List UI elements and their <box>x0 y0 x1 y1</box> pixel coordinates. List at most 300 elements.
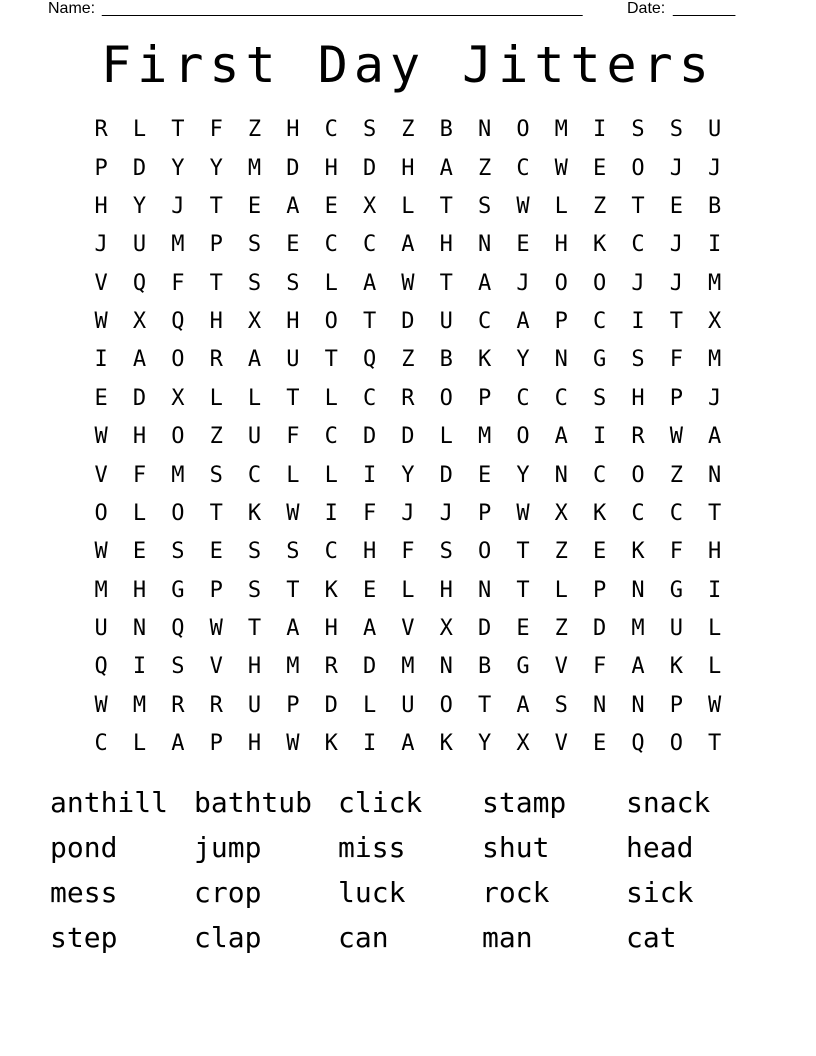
grid-letter[interactable]: Z <box>669 462 683 488</box>
grid-letter[interactable]: G <box>593 347 607 373</box>
grid-letter[interactable]: K <box>631 539 645 565</box>
grid-letter[interactable]: L <box>324 385 338 411</box>
grid-letter[interactable]: E <box>209 539 223 565</box>
grid-letter[interactable]: B <box>439 347 453 373</box>
grid-letter[interactable]: N <box>554 347 568 373</box>
grid-letter[interactable]: Y <box>477 731 492 757</box>
grid-letter[interactable]: P <box>477 385 492 411</box>
grid-letter[interactable]: W <box>516 500 530 526</box>
grid-letter[interactable]: H <box>286 117 300 143</box>
grid-letter[interactable]: F <box>669 539 683 565</box>
grid-letter[interactable]: S <box>247 577 262 603</box>
grid-letter[interactable]: F <box>286 424 300 450</box>
grid-row <box>82 533 734 571</box>
grid-letter[interactable]: U <box>286 347 300 373</box>
grid-letter[interactable]: A <box>171 731 185 757</box>
grid-letter[interactable]: V <box>209 654 223 680</box>
grid-letter[interactable]: J <box>708 385 722 411</box>
grid-letter[interactable]: Y <box>516 347 530 373</box>
grid-letter[interactable]: N <box>477 232 492 258</box>
grid-letter[interactable]: N <box>593 692 607 718</box>
grid-letter[interactable]: A <box>362 616 377 642</box>
grid-letter[interactable]: N <box>631 577 645 603</box>
grid-letter[interactable]: X <box>247 309 262 335</box>
grid-letter[interactable]: A <box>401 731 415 757</box>
grid-letter[interactable]: X <box>554 500 568 526</box>
grid-letter[interactable]: X <box>708 309 722 335</box>
grid-letter[interactable]: S <box>631 347 645 373</box>
grid-letter[interactable]: P <box>593 577 607 603</box>
grid-letter[interactable]: T <box>171 117 185 143</box>
grid-letter[interactable]: E <box>94 385 108 411</box>
grid-letter[interactable]: M <box>708 270 722 296</box>
grid-letter[interactable]: X <box>362 193 377 219</box>
grid-letter[interactable]: B <box>477 654 492 680</box>
grid-letter[interactable]: D <box>362 424 377 450</box>
grid-letter[interactable]: K <box>669 654 683 680</box>
grid-letter[interactable]: L <box>401 193 415 219</box>
grid-letter[interactable]: N <box>708 462 722 488</box>
grid-letter[interactable]: W <box>94 692 108 718</box>
grid-letter[interactable]: P <box>669 692 683 718</box>
grid-letter[interactable]: E <box>286 232 300 258</box>
grid-letter[interactable]: W <box>209 616 223 642</box>
grid-letter[interactable]: Z <box>477 155 492 181</box>
grid-letter[interactable]: S <box>247 232 262 258</box>
grid-letter[interactable]: E <box>593 539 607 565</box>
grid-letter[interactable]: J <box>708 155 722 181</box>
grid-letter[interactable]: I <box>362 462 377 488</box>
grid-letter[interactable]: O <box>631 462 645 488</box>
grid-letter[interactable]: C <box>477 309 492 335</box>
grid-letter[interactable]: L <box>439 424 453 450</box>
grid-letter[interactable]: C <box>94 731 108 757</box>
grid-letter[interactable]: S <box>171 539 185 565</box>
grid-letter[interactable]: T <box>631 193 645 219</box>
grid-letter[interactable]: H <box>439 577 453 603</box>
grid-letter[interactable]: Y <box>132 193 147 219</box>
grid-letter[interactable]: I <box>593 117 607 143</box>
grid-letter[interactable]: Q <box>171 616 185 642</box>
grid-letter[interactable]: J <box>94 232 108 258</box>
grid-letter[interactable]: C <box>324 117 338 143</box>
grid-letter[interactable]: W <box>286 500 300 526</box>
grid-letter[interactable]: D <box>362 155 377 181</box>
grid-row <box>82 303 734 341</box>
grid-letter[interactable]: Z <box>401 117 415 143</box>
grid-letter[interactable]: P <box>554 309 568 335</box>
grid-letter[interactable]: O <box>94 500 108 526</box>
grid-letter[interactable]: S <box>171 654 185 680</box>
grid-letter[interactable]: D <box>362 654 377 680</box>
grid-letter[interactable]: K <box>593 500 607 526</box>
grid-letter[interactable]: S <box>593 385 607 411</box>
grid-letter[interactable]: Q <box>94 654 108 680</box>
grid-letter[interactable]: C <box>516 155 530 181</box>
grid-letter[interactable]: H <box>631 385 645 411</box>
grid-letter[interactable]: A <box>362 270 377 296</box>
grid-letter[interactable]: T <box>516 577 530 603</box>
grid-letter[interactable]: K <box>593 232 607 258</box>
grid-letter[interactable]: H <box>554 232 568 258</box>
grid-letter[interactable]: O <box>171 500 185 526</box>
grid-letter[interactable]: D <box>132 155 147 181</box>
grid-letter[interactable]: S <box>669 117 683 143</box>
grid-letter[interactable]: P <box>209 577 223 603</box>
grid-letter[interactable]: E <box>516 616 530 642</box>
grid-letter[interactable]: S <box>554 692 568 718</box>
grid-letter[interactable]: E <box>516 232 530 258</box>
grid-letter[interactable]: T <box>286 385 300 411</box>
grid-letter[interactable]: I <box>362 731 377 757</box>
grid-letter[interactable]: O <box>477 539 492 565</box>
grid-letter[interactable]: L <box>362 692 377 718</box>
grid-letter[interactable]: T <box>708 500 722 526</box>
grid-letter[interactable]: S <box>477 193 492 219</box>
grid-letter[interactable]: W <box>708 692 722 718</box>
grid-letter[interactable]: L <box>132 117 147 143</box>
grid-letter[interactable]: O <box>516 424 530 450</box>
grid-letter[interactable]: K <box>247 500 262 526</box>
grid-letter[interactable]: L <box>324 462 338 488</box>
grid-letter[interactable]: W <box>94 309 108 335</box>
grid-letter[interactable]: A <box>516 309 530 335</box>
grid-letter[interactable]: T <box>286 577 300 603</box>
grid-letter[interactable]: A <box>401 232 415 258</box>
grid-letter[interactable]: U <box>132 232 147 258</box>
grid-letter[interactable]: U <box>247 692 262 718</box>
grid-letter[interactable]: L <box>324 270 338 296</box>
grid-letter[interactable]: P <box>286 692 300 718</box>
grid-letter[interactable]: T <box>439 193 453 219</box>
grid-letter[interactable]: W <box>516 193 530 219</box>
grid-letter[interactable]: M <box>554 117 568 143</box>
grid-letter[interactable]: L <box>209 385 223 411</box>
grid-letter[interactable]: M <box>94 577 108 603</box>
grid-letter[interactable]: R <box>401 385 415 411</box>
grid-letter[interactable]: U <box>247 424 262 450</box>
grid-letter[interactable]: D <box>401 309 415 335</box>
grid-letter[interactable]: F <box>132 462 147 488</box>
grid-letter[interactable]: C <box>554 385 568 411</box>
grid-letter[interactable]: M <box>631 616 645 642</box>
grid-letter[interactable]: M <box>477 424 492 450</box>
grid-letter[interactable]: J <box>516 270 530 296</box>
grid-letter[interactable]: U <box>708 117 722 143</box>
grid-letter[interactable]: H <box>247 654 262 680</box>
grid-letter[interactable]: Z <box>593 193 607 219</box>
grid-letter[interactable]: L <box>247 385 262 411</box>
grid-letter[interactable]: T <box>708 731 722 757</box>
grid-letter[interactable]: A <box>247 347 262 373</box>
grid-letter[interactable]: M <box>286 654 300 680</box>
grid-letter[interactable]: M <box>171 232 185 258</box>
grid-letter[interactable]: F <box>593 654 607 680</box>
name-blank-line[interactable]: ______________________________________________________ <box>102 0 583 17</box>
grid-letter[interactable]: M <box>171 462 185 488</box>
grid-letter[interactable]: A <box>286 193 300 219</box>
grid-letter[interactable]: B <box>708 193 722 219</box>
grid-letter[interactable]: T <box>439 270 453 296</box>
grid-letter[interactable]: A <box>132 347 147 373</box>
grid-letter[interactable]: S <box>247 270 262 296</box>
grid-letter[interactable]: N <box>554 462 568 488</box>
grid-letter[interactable]: O <box>171 347 185 373</box>
grid-row <box>82 687 734 725</box>
grid-letter[interactable]: U <box>669 616 683 642</box>
grid-letter[interactable]: T <box>362 309 377 335</box>
grid-letter[interactable]: F <box>362 500 377 526</box>
grid-letter[interactable]: T <box>209 270 223 296</box>
grid-letter[interactable]: N <box>132 616 147 642</box>
grid-letter[interactable]: L <box>132 500 147 526</box>
grid-letter[interactable]: Q <box>362 347 377 373</box>
grid-letter[interactable]: M <box>247 155 262 181</box>
grid-letter[interactable]: J <box>439 500 453 526</box>
grid-letter[interactable]: O <box>324 309 338 335</box>
grid-letter[interactable]: H <box>209 309 223 335</box>
grid-letter[interactable]: I <box>94 347 108 373</box>
word-bank-item: stamp <box>482 785 567 819</box>
grid-letter[interactable]: K <box>324 577 338 603</box>
grid-letter[interactable]: A <box>516 692 530 718</box>
grid-letter[interactable]: X <box>171 385 185 411</box>
grid-letter[interactable]: G <box>516 654 530 680</box>
grid-letter[interactable]: P <box>669 385 683 411</box>
grid-row <box>82 111 734 149</box>
grid-letter[interactable]: O <box>171 424 185 450</box>
grid-letter[interactable]: C <box>631 500 645 526</box>
grid-letter[interactable]: I <box>324 500 338 526</box>
grid-letter[interactable]: M <box>708 347 722 373</box>
grid-letter[interactable]: X <box>439 616 453 642</box>
grid-letter[interactable]: D <box>286 155 300 181</box>
grid-letter[interactable]: H <box>286 309 300 335</box>
grid-letter[interactable]: H <box>362 539 377 565</box>
grid-letter[interactable]: F <box>209 117 223 143</box>
grid-letter[interactable]: W <box>401 270 415 296</box>
grid-letter[interactable]: K <box>439 731 453 757</box>
grid-letter[interactable]: A <box>286 616 300 642</box>
grid-letter[interactable]: D <box>324 692 338 718</box>
grid-letter[interactable]: R <box>209 692 223 718</box>
grid-letter[interactable]: E <box>362 577 377 603</box>
grid-letter[interactable]: S <box>286 270 300 296</box>
grid-letter[interactable]: E <box>132 539 147 565</box>
grid-letter[interactable]: R <box>209 347 223 373</box>
grid-letter[interactable]: H <box>708 539 722 565</box>
grid-letter[interactable]: W <box>286 731 300 757</box>
grid-letter[interactable]: P <box>94 155 108 181</box>
grid-letter[interactable]: U <box>94 616 108 642</box>
grid-letter[interactable]: O <box>439 385 453 411</box>
grid-letter[interactable]: C <box>247 462 262 488</box>
grid-letter[interactable]: O <box>669 731 683 757</box>
grid-letter[interactable]: P <box>209 731 223 757</box>
grid-letter[interactable]: W <box>669 424 683 450</box>
grid-letter[interactable]: F <box>669 347 683 373</box>
grid-letter[interactable]: J <box>631 270 645 296</box>
grid-letter[interactable]: J <box>401 500 415 526</box>
grid-letter[interactable]: D <box>439 462 453 488</box>
grid-letter[interactable]: E <box>593 155 607 181</box>
grid-letter[interactable]: D <box>477 616 492 642</box>
grid-letter[interactable]: W <box>94 539 108 565</box>
grid-letter[interactable]: D <box>593 616 607 642</box>
grid-letter[interactable]: K <box>324 731 338 757</box>
grid-letter[interactable]: S <box>439 539 453 565</box>
grid-letter[interactable]: C <box>669 500 683 526</box>
grid-letter[interactable]: H <box>132 577 147 603</box>
grid-letter[interactable]: R <box>171 692 185 718</box>
grid-letter[interactable]: O <box>593 270 607 296</box>
grid-letter[interactable]: G <box>669 577 683 603</box>
grid-letter[interactable]: N <box>439 654 453 680</box>
grid-letter[interactable]: I <box>708 232 722 258</box>
grid-letter[interactable]: E <box>324 193 338 219</box>
grid-letter[interactable]: H <box>324 155 338 181</box>
grid-letter[interactable]: L <box>708 654 722 680</box>
grid-letter[interactable]: O <box>554 270 568 296</box>
grid-letter[interactable]: Q <box>631 731 645 757</box>
grid-letter[interactable]: A <box>439 155 453 181</box>
grid-letter[interactable]: D <box>401 424 415 450</box>
grid-letter[interactable]: F <box>401 539 415 565</box>
grid-letter[interactable]: C <box>324 232 338 258</box>
grid-letter[interactable]: W <box>554 155 568 181</box>
grid-letter[interactable]: S <box>247 539 262 565</box>
word-bank-item: snack <box>626 785 711 819</box>
grid-letter[interactable]: R <box>94 117 108 143</box>
grid-letter[interactable]: L <box>708 616 722 642</box>
grid-letter[interactable]: V <box>554 731 568 757</box>
grid-letter[interactable]: T <box>209 500 223 526</box>
grid-letter[interactable]: L <box>554 577 568 603</box>
grid-letter[interactable]: T <box>324 347 338 373</box>
grid-letter[interactable]: Y <box>171 155 185 181</box>
grid-letter[interactable]: J <box>669 270 683 296</box>
grid-letter[interactable]: L <box>554 193 568 219</box>
grid-row <box>82 380 734 418</box>
grid-letter[interactable]: Z <box>209 424 223 450</box>
grid-letter[interactable]: Z <box>401 347 415 373</box>
grid-letter[interactable]: W <box>94 424 108 450</box>
grid-letter[interactable]: J <box>171 193 185 219</box>
grid-letter[interactable]: C <box>593 309 607 335</box>
grid-letter[interactable]: H <box>247 731 262 757</box>
grid-letter[interactable]: U <box>401 692 415 718</box>
grid-letter[interactable]: T <box>516 539 530 565</box>
grid-letter[interactable]: H <box>324 616 338 642</box>
grid-letter[interactable]: C <box>516 385 530 411</box>
grid-letter[interactable]: S <box>286 539 300 565</box>
date-blank-line[interactable]: _______ <box>673 0 736 17</box>
grid-letter[interactable]: F <box>171 270 185 296</box>
grid-letter[interactable]: N <box>631 692 645 718</box>
grid-letter[interactable]: E <box>669 193 683 219</box>
grid-letter[interactable]: I <box>593 424 607 450</box>
grid-letter[interactable]: C <box>324 424 338 450</box>
grid-letter[interactable]: O <box>631 155 645 181</box>
grid-letter[interactable]: C <box>362 385 377 411</box>
grid-letter[interactable]: I <box>132 654 147 680</box>
word-bank-item: jump <box>194 830 262 864</box>
grid-letter[interactable]: E <box>593 731 607 757</box>
grid-letter[interactable]: Y <box>209 155 223 181</box>
grid-letter[interactable]: Z <box>247 117 262 143</box>
grid-letter[interactable]: S <box>209 462 223 488</box>
grid-letter[interactable]: H <box>401 155 415 181</box>
grid-letter[interactable]: C <box>631 232 645 258</box>
grid-letter[interactable]: Y <box>516 462 530 488</box>
grid-letter[interactable]: D <box>132 385 147 411</box>
grid-letter[interactable]: Z <box>554 539 568 565</box>
grid-letter[interactable]: B <box>439 117 453 143</box>
grid-letter[interactable]: M <box>401 654 415 680</box>
grid-letter[interactable]: Y <box>401 462 415 488</box>
grid-letter[interactable]: A <box>631 654 645 680</box>
grid-letter[interactable]: M <box>132 692 147 718</box>
grid-letter[interactable]: R <box>631 424 645 450</box>
grid-letter[interactable]: S <box>362 117 377 143</box>
grid-letter[interactable]: Q <box>132 270 147 296</box>
grid-letter[interactable]: J <box>669 155 683 181</box>
grid-letter[interactable]: C <box>593 462 607 488</box>
grid-letter[interactable]: I <box>708 577 722 603</box>
grid-letter[interactable]: H <box>94 193 108 219</box>
grid-letter[interactable]: Q <box>171 309 185 335</box>
grid-letter[interactable]: C <box>324 539 338 565</box>
grid-letter[interactable]: O <box>439 692 453 718</box>
grid-letter[interactable]: A <box>477 270 492 296</box>
grid-letter[interactable]: U <box>439 309 453 335</box>
grid-letter[interactable]: E <box>477 462 492 488</box>
grid-letter[interactable]: O <box>516 117 530 143</box>
grid-letter[interactable]: J <box>669 232 683 258</box>
grid-letter[interactable]: T <box>247 616 262 642</box>
grid-letter[interactable]: N <box>477 117 492 143</box>
grid-letter[interactable]: L <box>132 731 147 757</box>
grid-letter[interactable]: T <box>209 193 223 219</box>
grid-letter[interactable]: I <box>631 309 645 335</box>
grid-letter[interactable]: H <box>439 232 453 258</box>
grid-letter[interactable]: P <box>477 500 492 526</box>
grid-letter[interactable]: A <box>708 424 722 450</box>
grid-letter[interactable]: S <box>631 117 645 143</box>
grid-letter[interactable]: Z <box>554 616 568 642</box>
grid-letter[interactable]: V <box>401 616 415 642</box>
grid-letter[interactable]: K <box>477 347 492 373</box>
grid-letter[interactable]: L <box>401 577 415 603</box>
grid-letter[interactable]: A <box>554 424 568 450</box>
grid-letter[interactable]: P <box>209 232 223 258</box>
grid-letter[interactable]: H <box>132 424 147 450</box>
grid-letter[interactable]: V <box>94 462 108 488</box>
grid-letter[interactable]: V <box>554 654 568 680</box>
grid-letter[interactable]: N <box>477 577 492 603</box>
grid-letter[interactable]: E <box>247 193 262 219</box>
grid-letter[interactable]: L <box>286 462 300 488</box>
grid-letter[interactable]: G <box>171 577 185 603</box>
grid-letter[interactable]: T <box>669 309 683 335</box>
grid-letter[interactable]: R <box>324 654 338 680</box>
grid-letter[interactable]: C <box>362 232 377 258</box>
grid-letter[interactable]: T <box>477 692 492 718</box>
word-bank-item: mess <box>50 875 118 909</box>
grid-letter[interactable]: X <box>516 731 530 757</box>
grid-letter[interactable]: X <box>132 309 147 335</box>
grid-letter[interactable]: V <box>94 270 108 296</box>
